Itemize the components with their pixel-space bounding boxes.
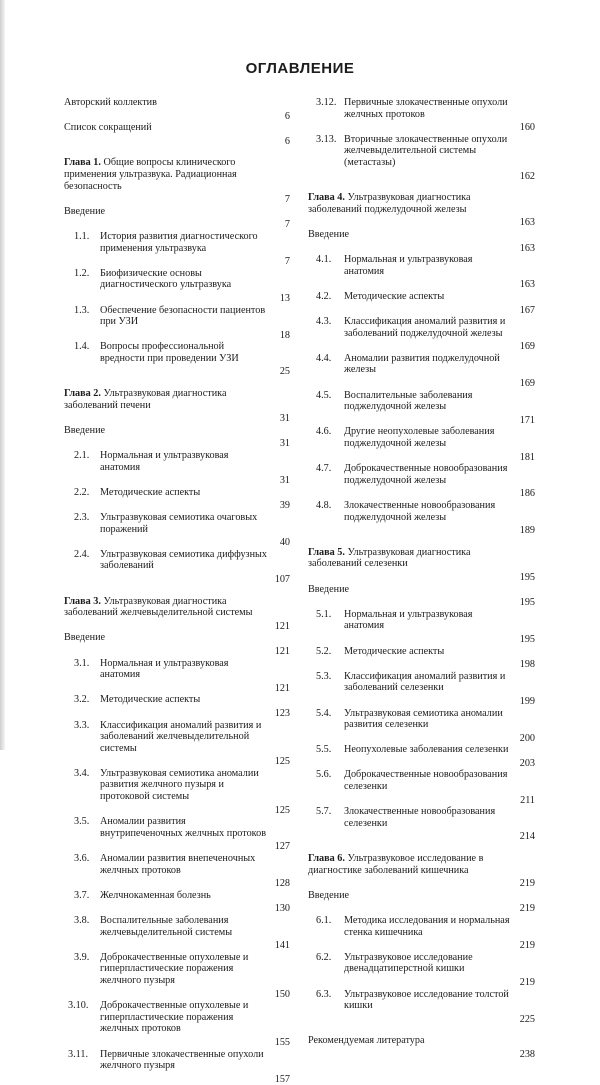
toc-entry[interactable]: [64, 231, 290, 268]
page-number: 141: [274, 940, 290, 952]
toc-entry-number: 3.8.: [74, 915, 90, 926]
dot-leader: [346, 376, 486, 386]
toc-entry[interactable]: [64, 512, 290, 549]
toc-entry-number: 2.1.: [74, 450, 90, 462]
dot-leader: [346, 120, 437, 130]
dot-leader: [102, 938, 141, 948]
toc-entry-number: 4.4.: [316, 352, 332, 364]
dot-leader: [102, 876, 192, 886]
page-number: 39: [279, 500, 290, 512]
dot-leader: [102, 291, 147, 301]
toc-entry-title: Ультразвуковая семиотика аномалии развития желчного пузыря и протоковой системы: [100, 767, 259, 803]
toc-entry-title: Злокачественные новообразования поджелудочной железы: [344, 500, 496, 523]
page-number: 125: [274, 756, 290, 768]
page-number: 195: [519, 597, 535, 609]
toc-entry[interactable]: [308, 500, 535, 537]
dot-leader: [66, 644, 232, 654]
page-number: 214: [519, 831, 535, 843]
toc-entry[interactable]: [308, 254, 535, 291]
toc-entry-number: 6.2.: [316, 951, 332, 963]
page-number: 127: [274, 841, 290, 853]
dot-leader: [66, 619, 84, 629]
page-number: 199: [519, 695, 535, 707]
toc-entry-number: 4.5.: [316, 389, 332, 401]
page-number: 219: [519, 878, 535, 890]
toc-entry[interactable]: [308, 806, 535, 843]
dot-leader: [346, 731, 433, 741]
dot-leader: [310, 215, 359, 225]
page-number: 171: [519, 414, 535, 426]
page-number: 219: [519, 976, 535, 988]
toc-entry-number: 3.5.: [74, 816, 90, 828]
dot-leader: [310, 876, 357, 886]
page-number: 130: [274, 903, 290, 915]
page-number: 167: [519, 304, 535, 316]
toc-entry-number: 5.5.: [316, 744, 332, 756]
chapter-label: Глава 2.: [64, 388, 101, 400]
toc-entry[interactable]: [308, 890, 535, 915]
chapter-title: Ультразвуковая диагностика заболеваний печени: [64, 388, 227, 411]
toc-entry[interactable]: [64, 305, 290, 342]
chapter-title: Общие вопросы клинического применения ультразвука. Радиационная безопасность: [64, 157, 237, 192]
toc-entry[interactable]: [308, 97, 535, 134]
toc-entry-title: Классификация аномалий развития и заболеваний поджелудочной железы: [344, 316, 506, 339]
page-number: 40: [279, 537, 290, 549]
page-number: 123: [274, 707, 290, 719]
dot-leader: [346, 632, 478, 642]
page-number: 121: [274, 645, 290, 657]
toc-entry[interactable]: [64, 1000, 290, 1048]
toc-entry-number: 2.3.: [74, 512, 90, 523]
chapter-title: Ультразвуковое исследование в диагностике заболеваний кишечника: [308, 853, 484, 876]
toc-entry-title: Аномалии развития внутрипеченочных желчных протоков: [100, 816, 267, 839]
page-number: 203: [519, 757, 535, 769]
toc-entry[interactable]: [308, 316, 535, 353]
page-number: 163: [519, 217, 535, 229]
page-number: 13: [279, 292, 290, 304]
toc-entry[interactable]: [308, 134, 535, 182]
toc-entry-title: Вторичные злокачественные опухоли желчевыделительной системы (метастазы): [344, 133, 508, 168]
toc-entry-number: 4.7.: [316, 463, 332, 475]
chapter-title: Ультразвуковая диагностика заболеваний селезенки: [308, 546, 471, 570]
toc-entry[interactable]: [308, 915, 535, 952]
dot-leader: [102, 803, 184, 813]
dot-leader: [346, 756, 353, 766]
toc-column-right: [308, 97, 535, 1061]
toc-column-left: [64, 97, 290, 1085]
dot-leader: [346, 413, 416, 423]
page-number: 198: [519, 659, 535, 671]
toc-entry-title: История развития диагностического применения ультразвука: [100, 230, 258, 254]
page-number: 6: [284, 135, 290, 147]
page-number: 163: [519, 242, 535, 254]
toc-entry-title: Введение: [308, 583, 350, 595]
dot-leader: [346, 975, 397, 985]
toc-entry[interactable]: [64, 816, 290, 853]
toc-entry-number: 2.4.: [74, 548, 90, 560]
toc-entry-number: 5.2.: [316, 645, 332, 657]
page-number: 181: [519, 451, 535, 463]
toc-entry-title: Биофизические основы диагностического ультразвука: [100, 267, 232, 291]
chapter-label: Глава 4.: [308, 192, 345, 204]
toc-entry-title: Воспалительные заболевания желчевыделительной системы: [100, 915, 233, 938]
dot-leader: [66, 192, 225, 202]
page-title: ОГЛАВЛЕНИЕ: [245, 60, 355, 77]
dot-leader: [346, 657, 418, 667]
page-number: 211: [520, 794, 535, 806]
toc-entry-title: Нормальная и ультразвуковая анатомия: [344, 608, 473, 632]
toc-entry[interactable]: [64, 596, 290, 633]
page-edge-shadow: [0, 0, 5, 750]
toc-entry-title: Классификация аномалий развития и заболеваний желчевыделительной системы: [100, 719, 262, 754]
toc-entry[interactable]: [308, 547, 535, 584]
page-number: 186: [519, 488, 535, 500]
toc-entry-title: Злокачественные новообразования селезенки: [344, 806, 496, 829]
dot-leader: [66, 411, 191, 421]
page-number: 189: [519, 525, 535, 537]
toc-entry[interactable]: [64, 658, 290, 695]
dot-leader: [346, 486, 416, 496]
toc-entry[interactable]: [64, 915, 290, 952]
toc-entry[interactable]: [308, 390, 535, 427]
toc-entry[interactable]: [308, 426, 535, 463]
toc-entry[interactable]: [64, 122, 290, 147]
toc-entry-title: Введение: [308, 889, 350, 901]
toc-entry[interactable]: [308, 769, 535, 806]
toc-entry-title: Доброкачественные опухолевые и гиперпластические поражения желчного пузыря: [100, 951, 249, 986]
dot-leader: [346, 277, 478, 287]
toc-entry[interactable]: [64, 952, 290, 1000]
toc-entry[interactable]: [64, 268, 290, 305]
page-number: 160: [519, 122, 535, 134]
toc-entry-title: Введение: [308, 228, 350, 240]
toc-entry[interactable]: [64, 450, 290, 487]
toc-entry-title: Воспалительные заболевания поджелудочной железы: [344, 389, 473, 413]
page-number: 225: [519, 1013, 535, 1025]
page-number: 125: [274, 804, 290, 816]
dot-leader: [102, 706, 173, 716]
page-number: 31: [279, 413, 290, 425]
toc-entry-title: Методические аспекты: [100, 486, 201, 498]
page-number: 7: [284, 219, 290, 231]
dot-leader: [102, 254, 177, 264]
toc-entry-number: 3.6.: [74, 853, 90, 865]
page-number: 163: [519, 279, 535, 291]
dot-leader: [102, 839, 107, 849]
toc-entry-number: 3.1.: [74, 657, 90, 669]
toc-entry-number: 5.4.: [316, 707, 332, 719]
dot-leader: [102, 901, 162, 911]
chapter-label: Глава 3.: [64, 595, 101, 607]
toc-entry[interactable]: [64, 341, 290, 378]
toc-entry-title: Введение: [64, 424, 106, 436]
toc-entry[interactable]: [308, 646, 535, 671]
toc-entry-title: Нормальная и ультразвуковая анатомия: [100, 450, 229, 473]
toc-entry-number: 5.6.: [316, 769, 332, 781]
toc-entry[interactable]: [64, 768, 290, 816]
toc-entry-number: 5.3.: [316, 670, 332, 682]
toc-entry[interactable]: [308, 744, 535, 769]
dot-leader: [102, 473, 238, 483]
page-number: 18: [279, 329, 290, 341]
toc-entry-number: 3.13.: [316, 133, 337, 145]
page-number: 31: [279, 438, 290, 450]
page-number: 195: [519, 633, 535, 645]
page-number: 6: [284, 110, 290, 122]
toc-entry-title: Первичные злокачественные опухоли желчных протоков: [344, 97, 508, 120]
page-number: 7: [284, 256, 290, 268]
dot-leader: [310, 595, 477, 605]
toc-entry-title: Классификация аномалий развития и заболеваний селезенки: [344, 670, 506, 694]
toc-entry-title: Доброкачественные опухолевые и гиперпластические поражения желчных протоков: [100, 1000, 249, 1035]
dot-leader: [102, 1072, 198, 1082]
page-number: 25: [279, 366, 290, 378]
dot-leader: [346, 523, 416, 533]
toc-entry-number: 3.11.: [68, 1048, 88, 1060]
toc-entry-title: Методические аспекты: [100, 694, 201, 706]
dot-leader: [102, 681, 233, 691]
dot-leader: [346, 1012, 489, 1022]
toc-entry[interactable]: [64, 890, 290, 915]
toc-entry-title: Ультразвуковая семиотика аномалии развития селезенки: [344, 707, 503, 731]
toc-entry-number: 3.2.: [74, 694, 90, 706]
dot-leader: [346, 793, 475, 803]
page-number: 7: [284, 194, 290, 206]
page-number: 169: [519, 341, 535, 353]
toc-entry[interactable]: [308, 192, 535, 229]
chapter-label: Глава 1.: [64, 157, 101, 169]
dot-leader: [346, 339, 359, 349]
page-number: 157: [274, 1073, 290, 1085]
toc-entry[interactable]: [308, 1035, 535, 1060]
toc-entry-number: 6.3.: [316, 988, 332, 1000]
toc-entry-title: Методика исследования и нормальная стенка кишечника: [344, 915, 510, 938]
toc-entry-title: Авторский коллектив: [64, 97, 157, 108]
toc-entry[interactable]: [64, 157, 290, 205]
toc-entry-number: 1.2.: [74, 267, 90, 279]
page-number: 162: [519, 170, 535, 182]
toc-entry[interactable]: [308, 708, 535, 745]
toc-entry-number: 2.2.: [74, 486, 90, 498]
toc-entry-title: Первичные злокачественные опухоли желчного пузыря: [100, 1048, 264, 1072]
toc-entry[interactable]: [308, 584, 535, 609]
dot-leader: [310, 1047, 401, 1057]
dot-leader: [346, 829, 474, 839]
toc-entry-title: Методические аспекты: [344, 290, 445, 302]
toc-entry[interactable]: [308, 609, 535, 646]
toc-entry-title: Ультразвуковая семиотика диффузных заболеваний: [100, 548, 267, 572]
page-number: 219: [519, 903, 535, 915]
toc-entry[interactable]: [64, 425, 290, 450]
chapter-label: Глава 5.: [308, 546, 345, 558]
toc-entry-title: Введение: [64, 205, 106, 217]
toc-entry[interactable]: [64, 1049, 290, 1085]
toc-entry[interactable]: [64, 487, 290, 512]
toc-entry-number: 3.10.: [68, 1000, 89, 1012]
toc-entry-title: Аномалии развития внепеченочных желчных протоков: [100, 853, 256, 876]
toc-entry-title: Обеспечение безопасности пациентов при УЗИ: [100, 304, 266, 328]
page-number: 150: [274, 988, 290, 1000]
toc-entry-number: 1.4.: [74, 341, 90, 353]
toc-entry-number: 3.12.: [316, 97, 337, 108]
toc-entry-number: 3.3.: [74, 719, 90, 731]
toc-entry-title: Введение: [64, 632, 106, 644]
toc-entry[interactable]: [308, 853, 535, 890]
toc-entry-number: 1.3.: [74, 304, 90, 316]
toc-entry[interactable]: [64, 549, 290, 586]
toc-entry[interactable]: [308, 989, 535, 1026]
toc-entry[interactable]: [308, 463, 535, 500]
page-number: 195: [519, 571, 535, 583]
toc-entry-number: 4.8.: [316, 500, 332, 511]
toc-entry[interactable]: [64, 853, 290, 890]
toc-entry-number: 4.1.: [316, 254, 332, 266]
chapter-label: Глава 6.: [308, 853, 345, 865]
page-number: 31: [279, 475, 290, 487]
dot-leader: [102, 1035, 192, 1045]
toc-entry-title: Вопросы профессиональной вредности при проведении УЗИ: [100, 341, 239, 364]
toc-entry-number: 4.2.: [316, 290, 332, 302]
toc-entry[interactable]: [64, 720, 290, 768]
page-number: 238: [519, 1048, 535, 1060]
dot-leader: [102, 987, 198, 997]
toc-entry-title: Неопухолевые заболевания селезенки: [344, 744, 509, 756]
dot-leader: [102, 498, 178, 508]
toc-entry-title: Другие неопухолевые заболевания поджелудочной железы: [344, 426, 495, 450]
toc-entry-title: Доброкачественные новообразования селезенки: [344, 769, 508, 793]
dot-leader: [102, 328, 240, 338]
dot-leader: [102, 572, 219, 582]
toc-entry-title: Желчнокаменная болезнь: [100, 889, 211, 901]
toc-entry[interactable]: [308, 671, 535, 708]
toc-entry-title: Список сокращений: [64, 122, 152, 134]
dot-leader: [66, 109, 190, 119]
toc-entry-number: 1.1.: [74, 230, 90, 242]
toc-entry[interactable]: [308, 291, 535, 316]
toc-entry[interactable]: [64, 206, 290, 231]
page-number: 169: [519, 378, 535, 390]
toc-entry[interactable]: [64, 388, 290, 425]
toc-entry[interactable]: [64, 632, 290, 657]
toc-entry-number: 5.7.: [316, 806, 332, 818]
toc-entry[interactable]: [308, 353, 535, 390]
dot-leader: [102, 535, 230, 545]
toc-entry-title: Ультразвуковое исследование двенадцатиперстной кишки: [344, 951, 473, 975]
toc-entry-number: 6.1.: [316, 915, 332, 926]
dot-leader: [66, 134, 195, 144]
chapter-title: Ультразвуковая диагностика заболеваний желчевыделительной системы: [64, 595, 253, 619]
page-number: 128: [274, 878, 290, 890]
dot-leader: [102, 364, 139, 374]
toc-entry-title: Рекомендуемая литература: [308, 1035, 425, 1047]
chapter-title: Ультразвуковая диагностика заболеваний поджелудочной железы: [308, 192, 471, 215]
toc-entry-number: 3.4.: [74, 767, 90, 779]
dot-leader: [66, 217, 242, 227]
toc-entry-number: 4.3.: [316, 316, 332, 328]
toc-entry-title: Нормальная и ультразвуковая анатомия: [344, 254, 473, 277]
toc-entry-title: Ультразвуковое исследование толстой кишки: [344, 988, 509, 1012]
dot-leader: [346, 169, 466, 179]
toc-entry-number: 3.7.: [74, 889, 90, 901]
toc-entry[interactable]: [64, 97, 290, 122]
dot-leader: [346, 938, 439, 948]
toc-entry-number: 4.6.: [316, 426, 332, 438]
toc-entry-number: 3.9.: [74, 951, 90, 963]
toc-entry-number: 5.1.: [316, 608, 332, 620]
page-number: 107: [274, 573, 290, 585]
dot-leader: [346, 450, 416, 460]
page-number: 121: [274, 682, 290, 694]
page-number: 219: [519, 940, 535, 952]
toc-entry-title: Ультразвуковая семиотика очаговых поражений: [100, 512, 258, 535]
toc-entry-title: Методические аспекты: [344, 645, 445, 657]
page-number: 121: [274, 620, 290, 632]
dot-leader: [310, 241, 477, 251]
dot-leader: [346, 694, 418, 704]
page-number: 155: [274, 1036, 290, 1048]
toc-entry-title: Нормальная и ультразвуковая анатомия: [100, 657, 229, 681]
dot-leader: [346, 303, 418, 313]
toc-entry[interactable]: [64, 694, 290, 719]
dot-leader: [66, 436, 237, 446]
dot-leader: [310, 901, 477, 911]
toc-entry-title: Аномалии развития поджелудочной железы: [344, 352, 500, 376]
dot-leader: [310, 570, 418, 580]
toc-entry-title: Доброкачественные новообразования поджелудочной железы: [344, 463, 508, 486]
toc-entry[interactable]: [308, 952, 535, 989]
dot-leader: [102, 754, 236, 764]
page-number: 200: [519, 732, 535, 744]
toc-entry[interactable]: [308, 229, 535, 254]
